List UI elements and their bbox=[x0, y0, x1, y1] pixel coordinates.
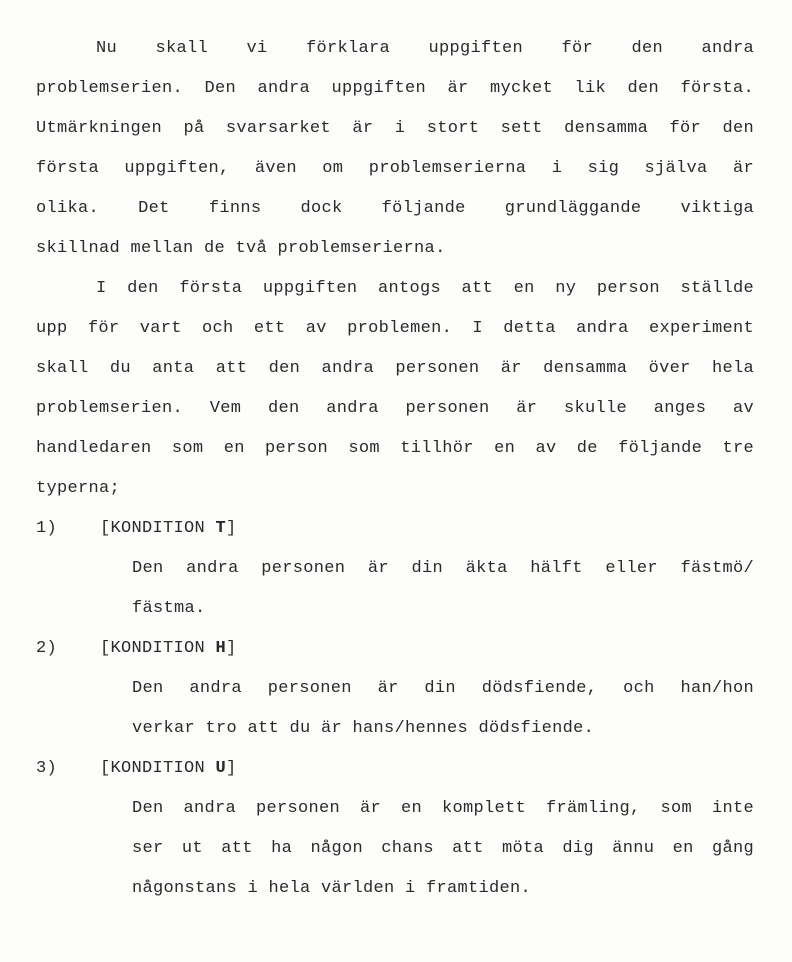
paragraph1-line-4: första uppgiften, även om problemserierna i sig själva är bbox=[36, 159, 754, 178]
paragraph1-line-2: problemserien. Den andra uppgiften är mycket lik den första. bbox=[36, 79, 754, 98]
condition-1-number: 1) bbox=[36, 519, 58, 538]
condition-3-line-1: Den andra personen är en komplett främling, som inte bbox=[132, 799, 754, 818]
paragraph2-line-1: I den första uppgiften antogs att en ny person ställde bbox=[96, 279, 754, 298]
condition-2-label-prefix: [KONDITION bbox=[100, 639, 216, 658]
condition-2-code: H bbox=[215, 639, 227, 658]
paragraph1-line-6: skillnad mellan de två problemserierna. bbox=[36, 239, 446, 258]
condition-3-label-suffix: ] bbox=[226, 759, 237, 778]
condition-3-label-prefix: [KONDITION bbox=[100, 759, 216, 778]
condition-3-label bbox=[100, 756, 237, 782]
condition-3-line-3: någonstans i hela världen i framtiden. bbox=[132, 879, 532, 898]
condition-1-label-prefix: [KONDITION bbox=[100, 519, 216, 538]
condition-2-line-1: Den andra personen är din dödsfiende, och han/hon bbox=[132, 679, 754, 698]
condition-2-line-2: verkar tro att du är hans/hennes dödsfiende. bbox=[132, 719, 595, 738]
condition-1-line-1: Den andra personen är din äkta hälft eller fästmö/ bbox=[132, 559, 754, 578]
paragraph2-line-4: problemserien. Vem den andra personen är skulle anges av bbox=[36, 399, 754, 418]
condition-2-label bbox=[100, 636, 237, 662]
condition-3-number: 3) bbox=[36, 759, 58, 778]
paragraph2-line-5: handledaren som en person som tillhör en av de följande tre bbox=[36, 439, 754, 458]
condition-1-line-2: fästma. bbox=[132, 599, 206, 618]
condition-3-code: U bbox=[215, 759, 227, 778]
paragraph2-line-3: skall du anta att den andra personen är densamma över hela bbox=[36, 359, 754, 378]
paragraph2-line-6: typerna; bbox=[36, 479, 121, 498]
paragraph1-line-1: Nu skall vi förklara uppgiften för den andra bbox=[96, 39, 754, 58]
condition-2-number: 2) bbox=[36, 639, 58, 658]
paragraph1-line-5: olika. Det finns dock följande grundläggande viktiga bbox=[36, 199, 754, 218]
condition-1-label bbox=[100, 516, 237, 542]
condition-1-code: T bbox=[215, 519, 227, 538]
condition-2-label-suffix: ] bbox=[226, 639, 237, 658]
paragraph2-line-2: upp för vart och ett av problemen. I detta andra experiment bbox=[36, 319, 754, 338]
paragraph1-line-3: Utmärkningen på svarsarket är i stort sett densamma för den bbox=[36, 119, 754, 138]
condition-1-label-suffix: ] bbox=[226, 519, 237, 538]
condition-3-line-2: ser ut att ha någon chans att möta dig ännu en gång bbox=[132, 839, 754, 858]
